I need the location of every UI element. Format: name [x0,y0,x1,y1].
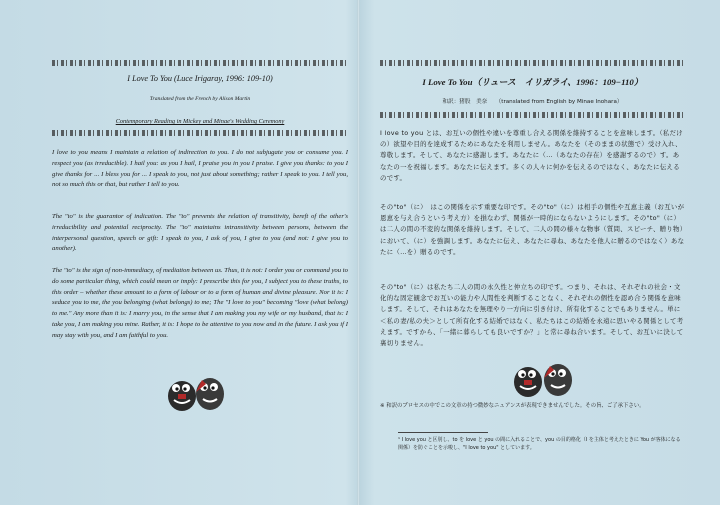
right-footnote: ¹ I love you と区別し、to を love と you の間に入れることで、you の目的格化（I を主体と考えたときに You が客体になる関係）を防ぐことを示唆し、"I love to you" としています。 [398,437,681,451]
right-note: ※ 和訳のプロセスの中でこの文章の持つ微妙なニュアンスが表現できませんでした。その旨、ご了承下さい。 [380,403,645,409]
left-paragraph-2: The "to" is the guarantor of indication. The "to" prevents the relation of transitivity, bereft of the other's irreducibility and potential reciprocity. The "to" maintains intransitivity between persons, between the interpersonal question, speech or gift: I speak to you, I ask of you, I give to you (and not: I give you to another). [52,213,348,253]
footnote-rule [398,432,488,433]
ornament-top [52,60,348,66]
right-paragraph-2: その"to"（に） はこの関係を示す重要な印です。その"to"（に）は相手の個性や互恵主義（お互いが恩恵を与え合うという考え方）を損なわず、関係が一時的にならないようにします。その"to"（に）は二人の間の不変的な関係を維持します。そして、二人の間の様々な物事（質問、スピーチ、贈り物）において、（に）を強調します。あなたに伝え、あなたに尋ね、あなたを他人に贈るのではなく）あなたに（…を）贈るのです。 [380,203,685,256]
ornament-mid [52,130,348,136]
ornament-top-right [380,60,685,66]
left-translator: Translated from the French by Alison Martin [149,96,251,102]
right-paragraph-1: I love to you とは、お互いの個性や違いを尊重し合える関係を維持することを意味します。（私だけの）欲望や目的を達成するためにあなたを利用しません。あなたを（そのままの状態で）受け入れ、尊敬します。そして、あなたに感謝します。あなたに（…（あなたの存在）を感謝するので）す。あなたの一を祝福します。あなたに伝えます。多くの人々に何かを伝えるのではなく、あなたに伝えるのです。 [380,129,683,182]
left-paragraph-3: The "to" is the sign of non-immediacy, of mediation between us. Thus, it is not: I order you or command you to do some particular thing, which could mean or imply: I prescribe this for you, I subject you to these truths, to this order – whether these amount to a form of labour or to a form of human and divine pleasure. Nor it is: I seduce you to me, the you belonging (what belongs) to me; The "I love to you" becoming "love (what belong) to me." Any more than it is: I marry you, in the sense that I am making you my wife or my husband, that is: I take you, I am making you mine. Rather, it is: I hope to be attentive to you now and in the future. I ask you if I may stay with you, and I am faithful to you. [52,267,348,339]
mascot-pair-right [508,360,578,400]
left-page [52,0,348,505]
right-page [380,0,685,505]
left-title: I Love To You (Luce Irigaray, 1996: 109-10) [127,74,273,83]
left-context: Contemporary Reading in Mickey and Minae's Wedding Ceremony [115,118,285,125]
right-translator: 和訳：猪股 美奈 （translated from English by Minae Inohara） [442,99,623,105]
right-paragraph-3: その"to"（に）は私たち二人の間の永久性と仲立ちの印です。つまり、それは、それぞれの社会・文化的な固定観念でお互いの能力や人間性を判断することなく、それぞれの個性を認め合う関係を意味します。そして、それはあなたを無理やり一方向に引き付け、所有化することでもありません。単に＜私の妻/私の夫＞として所有化する結婚ではなく、私たちはこの結婚を永遠に思いやる関係として考えます。ですから、「一緒に暮らしても良いですか？」と常に尋ね合います。そして、お互いに決して裏切りません。 [380,283,684,348]
right-title: I Love To You（リュース イリガライ、1996：109−110） [422,77,643,87]
mascot-pair-left [162,372,230,416]
page-fold [357,0,360,505]
left-paragraph-1: I love to you means I maintain a relation of indirection to you. I do not subjugate you or consume you. I respect you (as irreducible). I hail you: as you I hail, I praise you in you I praise. I give you thanks: to you I give thanks for ... I bless you for ... I speak to you, not just about something; rather I speak to you. I tell you, not so much this or that, but rather I tell to you. [52,149,348,189]
ornament-mid-right [380,112,685,118]
